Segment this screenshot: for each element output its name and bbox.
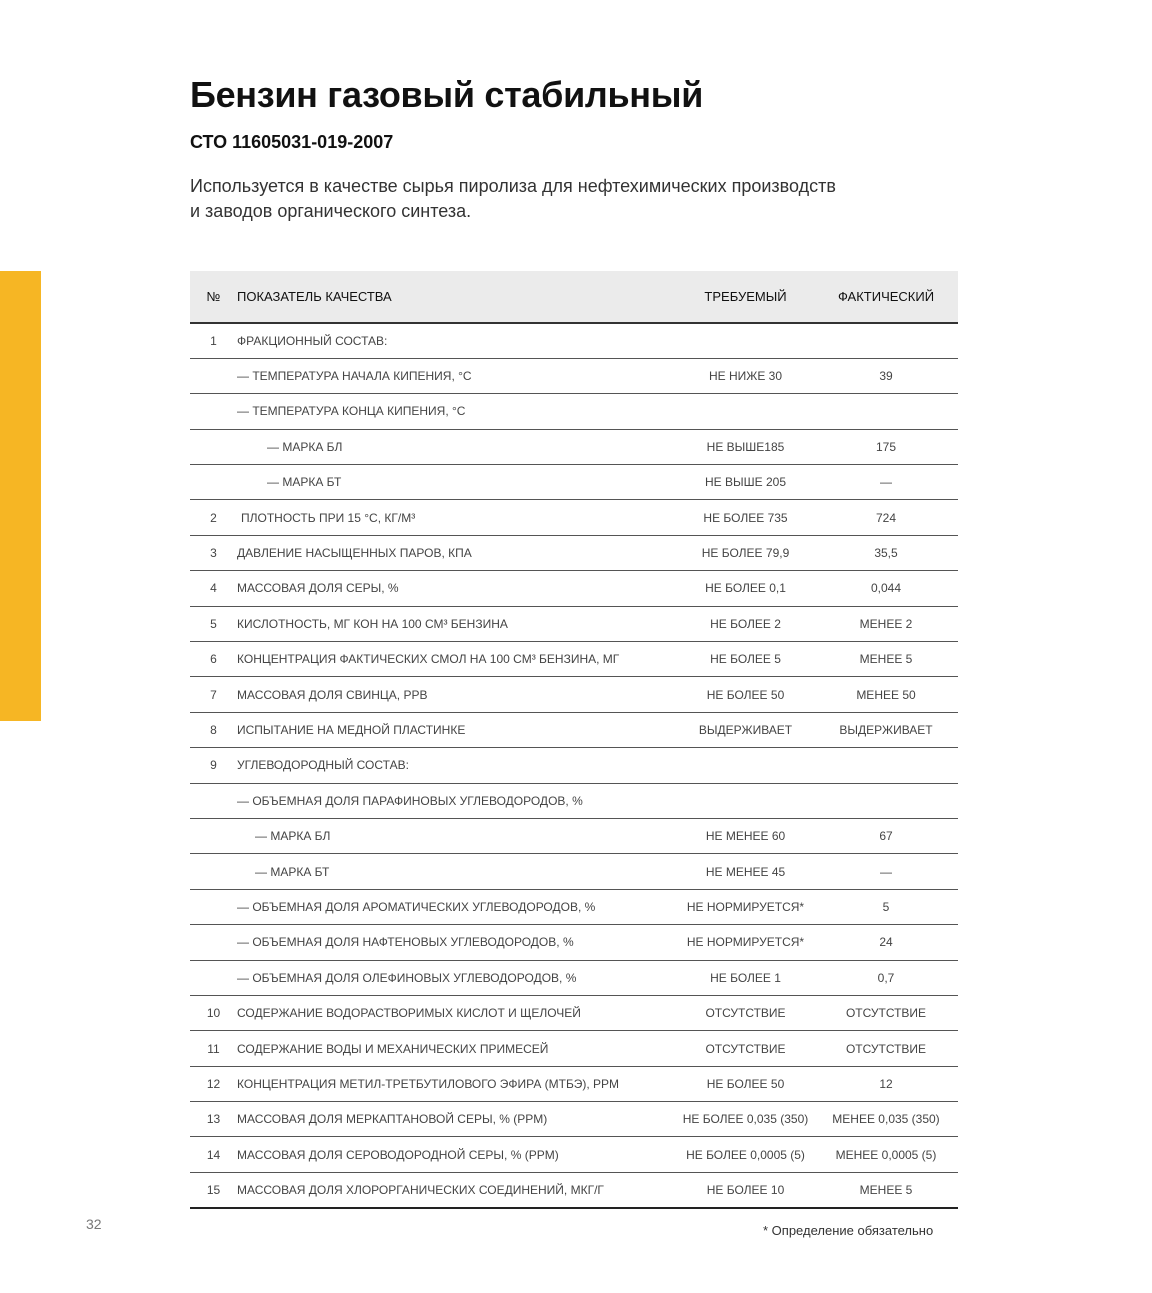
table-row (190, 606, 958, 641)
row-number (190, 358, 237, 393)
row-required: НЕ БОЛЕЕ 5 (677, 642, 814, 677)
row-indicator: КИСЛОТНОСТЬ, МГ КОН НА 100 СМ³ БЕНЗИНА (237, 606, 677, 641)
description-line: Используется в качестве сырья пиролиза для нефтехимических производств (190, 176, 836, 196)
row-indicator: КОНЦЕНТРАЦИЯ МЕТИЛ-ТРЕТБУТИЛОВОГО ЭФИРА (МТБЭ), PPM (237, 1066, 677, 1101)
table-row (190, 500, 958, 535)
row-actual: 0,7 (814, 960, 958, 995)
row-indicator: — МАРКА БЛ (237, 429, 677, 464)
row-actual: МЕНЕЕ 2 (814, 606, 958, 641)
quality-table (190, 271, 958, 1209)
header-required: ТРЕБУЕМЫЙ (677, 271, 814, 323)
row-number: 11 (190, 1031, 237, 1066)
row-required (677, 783, 814, 818)
row-required: НЕ НОРМИРУЕТСЯ* (677, 925, 814, 960)
row-number: 12 (190, 1066, 237, 1101)
page-title: Бензин газовый стабильный (190, 74, 704, 115)
table-row (190, 677, 958, 712)
row-actual: МЕНЕЕ 50 (814, 677, 958, 712)
table-row (190, 854, 958, 889)
row-indicator: МАССОВАЯ ДОЛЯ МЕРКАПТАНОВОЙ СЕРЫ, % (PPM) (237, 1102, 677, 1137)
row-number (190, 429, 237, 464)
row-actual: — (814, 854, 958, 889)
row-required: НЕ БОЛЕЕ 50 (677, 1066, 814, 1101)
header-number: № (190, 271, 237, 323)
row-indicator: ИСПЫТАНИЕ НА МЕДНОЙ ПЛАСТИНКЕ (237, 712, 677, 747)
row-required: НЕ ВЫШЕ185 (677, 429, 814, 464)
table-row (190, 995, 958, 1030)
row-required: НЕ БОЛЕЕ 735 (677, 500, 814, 535)
table-row (190, 465, 958, 500)
table-row (190, 1031, 958, 1066)
row-indicator: — ОБЪЕМНАЯ ДОЛЯ ПАРАФИНОВЫХ УГЛЕВОДОРОДОВ, % (237, 783, 677, 818)
row-actual (814, 748, 958, 783)
table-row (190, 748, 958, 783)
row-number: 15 (190, 1172, 237, 1207)
row-number (190, 960, 237, 995)
row-actual: МЕНЕЕ 0,035 (350) (814, 1102, 958, 1137)
row-actual: ОТСУТСТВИЕ (814, 1031, 958, 1066)
row-required: НЕ МЕНЕЕ 60 (677, 818, 814, 853)
row-number: 1 (190, 323, 237, 358)
table-row (190, 1137, 958, 1172)
table-row (190, 571, 958, 606)
row-number (190, 783, 237, 818)
row-actual: — (814, 465, 958, 500)
row-indicator: — ТЕМПЕРАТУРА КОНЦА КИПЕНИЯ, °С (237, 394, 677, 429)
row-actual: МЕНЕЕ 5 (814, 1172, 958, 1207)
row-number: 9 (190, 748, 237, 783)
row-actual: ВЫДЕРЖИВАЕТ (814, 712, 958, 747)
row-indicator: — ОБЪЕМНАЯ ДОЛЯ НАФТЕНОВЫХ УГЛЕВОДОРОДОВ, % (237, 925, 677, 960)
table-row (190, 818, 958, 853)
table-row (190, 783, 958, 818)
row-number: 14 (190, 1137, 237, 1172)
row-number (190, 394, 237, 429)
row-number: 4 (190, 571, 237, 606)
row-indicator: СОДЕРЖАНИЕ ВОДЫ И МЕХАНИЧЕСКИХ ПРИМЕСЕЙ (237, 1031, 677, 1066)
row-actual: МЕНЕЕ 5 (814, 642, 958, 677)
footnote: * Определение обязательно (763, 1223, 934, 1238)
row-number: 2 (190, 500, 237, 535)
row-actual: 35,5 (814, 535, 958, 570)
row-number (190, 854, 237, 889)
accent-side-bar (0, 271, 41, 721)
table-row (190, 712, 958, 747)
row-number: 3 (190, 535, 237, 570)
row-actual: 5 (814, 889, 958, 924)
standard-code: СТО 11605031-019-2007 (190, 132, 394, 152)
row-required: ВЫДЕРЖИВАЕТ (677, 712, 814, 747)
row-indicator: МАССОВАЯ ДОЛЯ СЕРЫ, % (237, 571, 677, 606)
row-indicator: ФРАКЦИОННЫЙ СОСТАВ: (237, 323, 677, 358)
row-required: НЕ НИЖЕ 30 (677, 358, 814, 393)
row-required (677, 323, 814, 358)
row-number: 7 (190, 677, 237, 712)
row-number: 6 (190, 642, 237, 677)
row-number (190, 889, 237, 924)
table-row (190, 1066, 958, 1101)
row-number: 10 (190, 995, 237, 1030)
table-row (190, 323, 958, 358)
row-required: ОТСУТСТВИЕ (677, 995, 814, 1030)
row-indicator: МАССОВАЯ ДОЛЯ СЕРОВОДОРОДНОЙ СЕРЫ, % (PPM) (237, 1137, 677, 1172)
row-indicator: СОДЕРЖАНИЕ ВОДОРАСТВОРИМЫХ КИСЛОТ И ЩЕЛОЧЕЙ (237, 995, 677, 1030)
row-required (677, 748, 814, 783)
row-number (190, 818, 237, 853)
table-row (190, 642, 958, 677)
table-row (190, 1102, 958, 1137)
description-line: и заводов органического синтеза. (190, 201, 472, 221)
row-indicator: — ТЕМПЕРАТУРА НАЧАЛА КИПЕНИЯ, °С (237, 358, 677, 393)
table-body (190, 323, 958, 1208)
row-indicator: — МАРКА БЛ (237, 818, 677, 853)
header-indicator: ПОКАЗАТЕЛЬ КАЧЕСТВА (237, 271, 677, 323)
row-actual: 0,044 (814, 571, 958, 606)
table-row (190, 960, 958, 995)
row-indicator: МАССОВАЯ ДОЛЯ СВИНЦА, PPB (237, 677, 677, 712)
table-row (190, 1172, 958, 1207)
row-required (677, 394, 814, 429)
page-number: 32 (86, 1216, 102, 1232)
row-required: НЕ БОЛЕЕ 0,035 (350) (677, 1102, 814, 1137)
row-actual (814, 323, 958, 358)
row-indicator: ДАВЛЕНИЕ НАСЫЩЕННЫХ ПАРОВ, КПА (237, 535, 677, 570)
row-number (190, 925, 237, 960)
table-row (190, 429, 958, 464)
row-required: НЕ ВЫШЕ 205 (677, 465, 814, 500)
row-indicator: МАССОВАЯ ДОЛЯ ХЛОРОРГАНИЧЕСКИХ СОЕДИНЕНИЙ, МКГ/Г (237, 1172, 677, 1207)
row-required: НЕ БОЛЕЕ 2 (677, 606, 814, 641)
row-required: НЕ БОЛЕЕ 10 (677, 1172, 814, 1207)
row-actual: МЕНЕЕ 0,0005 (5) (814, 1137, 958, 1172)
row-actual: 67 (814, 818, 958, 853)
row-indicator: — МАРКА БТ (237, 465, 677, 500)
table-row (190, 394, 958, 429)
row-indicator: — ОБЪЕМНАЯ ДОЛЯ АРОМАТИЧЕСКИХ УГЛЕВОДОРОДОВ, % (237, 889, 677, 924)
table-row (190, 358, 958, 393)
table-row (190, 889, 958, 924)
row-actual (814, 783, 958, 818)
row-number: 13 (190, 1102, 237, 1137)
row-number: 8 (190, 712, 237, 747)
row-indicator: УГЛЕВОДОРОДНЫЙ СОСТАВ: (237, 748, 677, 783)
row-actual (814, 394, 958, 429)
row-indicator: ПЛОТНОСТЬ ПРИ 15 °С, КГ/М³ (237, 500, 677, 535)
row-indicator: — МАРКА БТ (237, 854, 677, 889)
row-required: НЕ БОЛЕЕ 0,1 (677, 571, 814, 606)
row-indicator: — ОБЪЕМНАЯ ДОЛЯ ОЛЕФИНОВЫХ УГЛЕВОДОРОДОВ, % (237, 960, 677, 995)
description (190, 174, 910, 224)
table-header-row (190, 271, 958, 323)
row-required: НЕ МЕНЕЕ 45 (677, 854, 814, 889)
row-number: 5 (190, 606, 237, 641)
row-indicator: КОНЦЕНТРАЦИЯ ФАКТИЧЕСКИХ СМОЛ НА 100 СМ³ БЕНЗИНА, МГ (237, 642, 677, 677)
row-actual: 175 (814, 429, 958, 464)
row-required: НЕ НОРМИРУЕТСЯ* (677, 889, 814, 924)
row-required: НЕ БОЛЕЕ 0,0005 (5) (677, 1137, 814, 1172)
row-actual: 39 (814, 358, 958, 393)
row-number (190, 465, 237, 500)
row-actual: 24 (814, 925, 958, 960)
row-required: НЕ БОЛЕЕ 79,9 (677, 535, 814, 570)
table-row (190, 535, 958, 570)
row-actual: ОТСУТСТВИЕ (814, 995, 958, 1030)
row-required: ОТСУТСТВИЕ (677, 1031, 814, 1066)
table-row (190, 925, 958, 960)
row-required: НЕ БОЛЕЕ 50 (677, 677, 814, 712)
row-actual: 12 (814, 1066, 958, 1101)
header-actual: ФАКТИЧЕСКИЙ (814, 271, 958, 323)
row-required: НЕ БОЛЕЕ 1 (677, 960, 814, 995)
row-actual: 724 (814, 500, 958, 535)
